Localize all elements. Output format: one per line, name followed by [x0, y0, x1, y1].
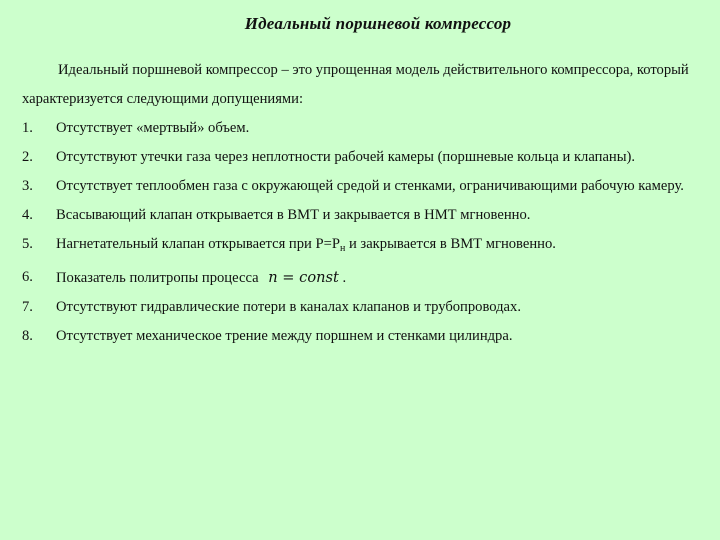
list-item-5 [22, 230, 706, 263]
item-text: Отсутствует теплообмен газа с окружающей средой и стенками, ограничивающими рабочую камеру. [56, 178, 684, 194]
item-text: Отсутствуют гидравлические потери в каналах клапанов и трубопроводах. [56, 299, 521, 315]
item-text: Отсутствует механическое трение между поршнем и стенками цилиндра. [56, 328, 513, 344]
item-number: 2. [22, 149, 33, 165]
item-text: Отсутствуют утечки газа через неплотности рабочей камеры (поршневые кольца и клапаны). [56, 149, 636, 165]
list-item-2 [22, 143, 706, 172]
list-item-8 [22, 322, 706, 351]
item-number: 6. [22, 269, 33, 285]
slide-title: Идеальный поршневой компрессор [244, 14, 512, 33]
list-item-6 [22, 263, 706, 293]
item-number: 3. [22, 178, 33, 194]
intro-paragraph: Идеальный поршневой компрессор – это упрощенная модель действительного компрессора, который характеризуется следующими допущениями: [22, 62, 689, 107]
item-text-after: . [342, 270, 347, 286]
item-text: Всасывающий клапан открывается в ВМТ и закрывается в НМТ мгновенно. [56, 207, 531, 223]
list-item-1 [22, 114, 706, 143]
item-number: 8. [22, 328, 33, 344]
list-item-3 [22, 172, 706, 201]
list-item-4 [22, 201, 706, 230]
assumptions-list [22, 114, 706, 351]
polytropic-formula: n = const [268, 269, 339, 286]
list-item-7 [22, 293, 706, 322]
pressure-subscript: н [339, 243, 346, 254]
item-number: 5. [22, 236, 33, 252]
item-number: 4. [22, 207, 33, 223]
item-text-after: и закрывается в ВМТ мгновенно. [345, 236, 556, 252]
item-text-before: Нагнетательный клапан открывается при P=P [56, 236, 340, 252]
item-number: 1. [22, 120, 33, 136]
slide-content [22, 56, 706, 351]
item-number: 7. [22, 299, 33, 315]
item-text: Отсутствует «мертвый» объем. [56, 120, 250, 136]
item-text: Показатель политропы процесса [56, 270, 259, 286]
